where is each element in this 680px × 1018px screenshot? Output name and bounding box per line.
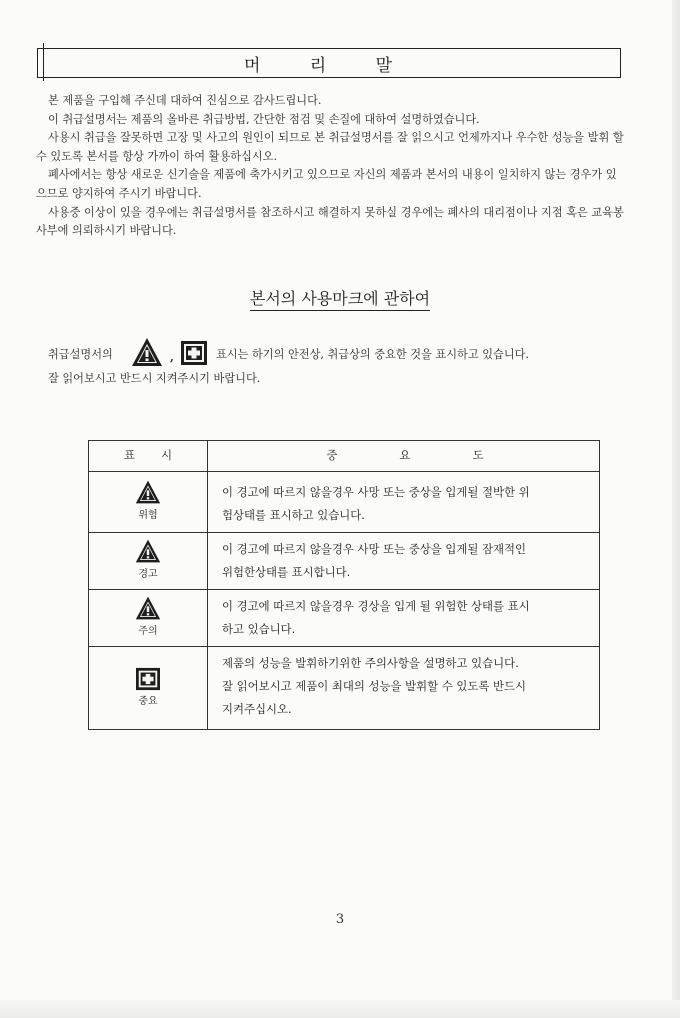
table-header-mark: 표시 — [123, 448, 199, 462]
description-line: 하고 있습니다. — [222, 622, 296, 636]
description-line: 이 경고에 따르지 않을경우 사망 또는 중상을 입게될 절박한 위 — [222, 485, 530, 499]
description-line: 지켜주십시오. — [222, 702, 292, 716]
description-line: 이 경고에 따르지 않을경우 경상을 입게 될 위험한 상태를 표시 — [222, 599, 530, 613]
description-line: 잘 읽어보시고 제품이 최대의 성능을 발휘할 수 있도록 반드시 — [222, 679, 527, 693]
row-label: 위험 — [138, 510, 158, 521]
intro-paragraph: 사용중 이상이 있을 경우에는 취급설명서를 참조하시고 해결하지 못하실 경우에는 폐사의 대리점이나 지점 혹은 교육봉사부에 의뢰하시기 바랍니다. — [36, 205, 624, 238]
table-row-description — [222, 538, 592, 584]
table-row-description — [222, 481, 592, 527]
table-row-description — [222, 595, 592, 641]
table-row-description — [222, 652, 592, 721]
table-row-divider — [89, 589, 599, 590]
warning-triangle-icon — [130, 336, 164, 368]
table-row-icon-cell — [89, 667, 207, 707]
scan-edge-shadow — [672, 0, 680, 1018]
mark-line-suffix: 표시는 하기의 안전상, 취급상의 중요한 것을 표시하고 있습니다. — [216, 348, 529, 361]
mark-line-prefix: 취급설명서의 — [48, 348, 113, 361]
table-row-divider — [89, 471, 599, 472]
table-row-icon-cell — [89, 538, 207, 580]
important-cross-icon — [135, 667, 161, 691]
page-number: 3 — [335, 912, 345, 927]
table-row-icon-cell — [89, 595, 207, 637]
mark-description-line-2: 잘 읽어보시고 반드시 지켜주시기 바랍니다. — [48, 372, 261, 385]
row-label: 중요 — [138, 696, 158, 707]
section-heading-text: 본서의 사용마크에 관하여 — [250, 289, 430, 311]
row-label: 경고 — [138, 569, 158, 580]
mark-line-comma: , — [170, 350, 174, 364]
marks-table — [88, 440, 600, 730]
intro-paragraphs — [36, 92, 626, 241]
important-cross-icon — [180, 340, 208, 366]
intro-paragraph: 이 취급설명서는 제품의 올바른 취급방법, 간단한 점검 및 손질에 대하여 설명하였습니다. — [48, 112, 480, 126]
description-line: 이 경고에 따르지 않을경우 사망 또는 중상을 입게될 잠재적인 — [222, 542, 527, 556]
description-line: 제품의 성능을 발휘하기위한 주의사항을 설명하고 있습니다. — [222, 656, 519, 670]
title-box — [37, 48, 621, 78]
page-title: 머 리 말 — [243, 56, 415, 76]
table-column-divider — [207, 441, 208, 729]
description-line: 위험한상태를 표시합니다. — [222, 565, 351, 579]
warning-triangle-icon — [134, 595, 162, 621]
table-row-divider — [89, 646, 599, 647]
table-row-icon-cell — [89, 479, 207, 521]
table-header-importance: 중요도 — [326, 448, 546, 462]
warning-triangle-icon — [134, 538, 162, 564]
mark-description-line — [48, 336, 638, 372]
row-label: 주의 — [138, 626, 158, 637]
intro-paragraph: 사용시 취급을 잘못하면 고장 및 사고의 원인이 되므로 본 취급설명서를 잘 읽으시고 언제까지나 우수한 성능을 발휘 할 수 있도록 본서를 항상 가까이 하여 활용하십시오. — [36, 131, 624, 163]
section-heading — [0, 286, 680, 309]
table-row-divider — [89, 532, 599, 533]
warning-triangle-icon — [134, 479, 162, 505]
intro-paragraph: 폐사에서는 항상 새로운 신기술을 제품에 축가시키고 있으므로 자신의 제품과 본서의 내용이 일치하지 않는 경우가 있으므로 양지하여 주시기 바랍니다. — [36, 168, 617, 200]
intro-paragraph: 본 제품을 구입해 주신데 대하여 진심으로 감사드립니다. — [48, 94, 322, 107]
description-line: 험상태를 표시하고 있습니다. — [222, 508, 365, 522]
scan-bottom-shadow — [0, 1000, 680, 1018]
